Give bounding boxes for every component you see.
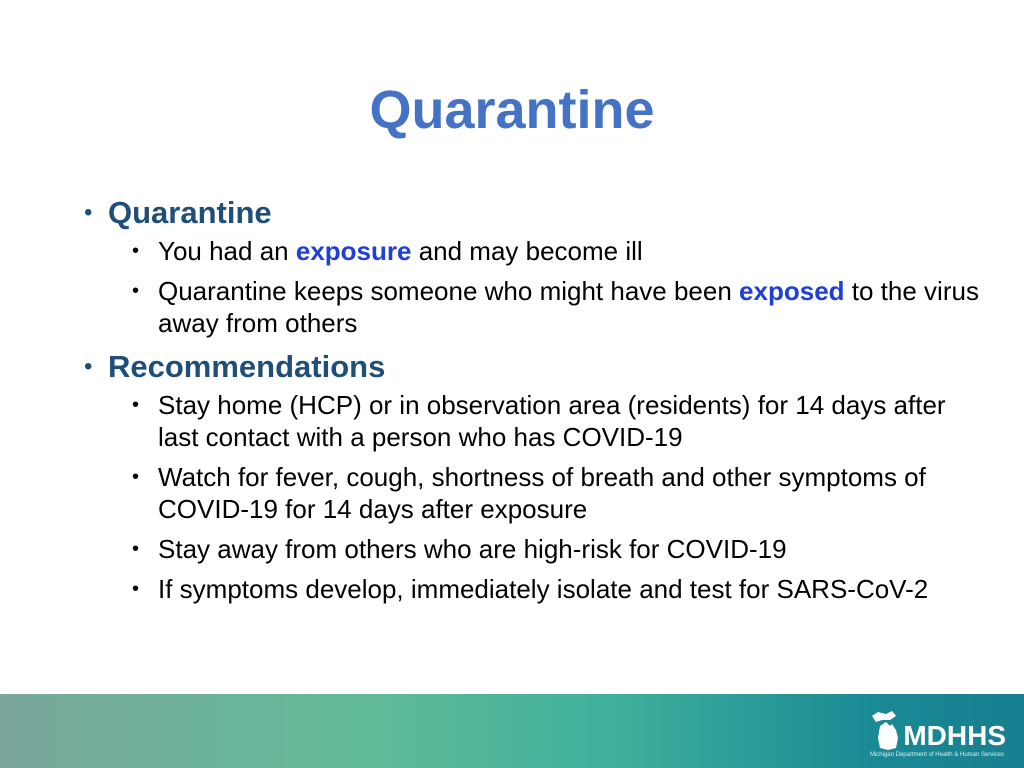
item-text: Quarantine keeps someone who might have been: [158, 276, 740, 306]
item-text: Stay home (HCP) or in observation area (residents) for 14 days after last contact with a person who has COVID-19: [158, 390, 946, 452]
section-recommendations: [84, 347, 984, 605]
heading-text: Recommendations: [108, 349, 386, 384]
item-text: and may become ill: [411, 236, 643, 266]
logo-text: MDHHS: [903, 720, 1006, 751]
item-text: to the virus away from others: [158, 276, 979, 338]
section-heading: [84, 347, 984, 387]
section-quarantine: [84, 193, 984, 339]
keyword-exposed: exposed: [739, 276, 845, 306]
item-text: If symptoms develop, immediately isolate and test for SARS-CoV-2: [158, 574, 929, 604]
logo-subtitle: Michigan Department of Health & Human Services: [869, 752, 1004, 758]
list-item: [84, 573, 984, 605]
slide-title: Quarantine: [369, 80, 655, 140]
list-item: [84, 389, 984, 453]
list-item: [84, 533, 984, 565]
item-text: Watch for fever, cough, shortness of breath and other symptoms of COVID-19 for 14 days after exposure: [158, 462, 926, 524]
list-item: [84, 461, 984, 525]
list-item: [84, 235, 984, 267]
slide-content: [84, 193, 984, 609]
section-heading: [84, 193, 984, 233]
keyword-exposure: exposure: [295, 236, 412, 266]
bullet-icon: •: [84, 199, 93, 226]
bullet-icon: •: [84, 353, 93, 380]
bullet-icon: •: [132, 578, 140, 600]
bullet-icon: •: [132, 394, 140, 416]
list-item: [84, 275, 984, 339]
bullet-icon: •: [132, 240, 140, 262]
bullet-icon: •: [132, 280, 140, 302]
heading-text: Quarantine: [108, 195, 272, 230]
bullet-icon: •: [132, 538, 140, 560]
bullet-icon: •: [132, 466, 140, 488]
item-text: You had an: [158, 236, 296, 266]
item-text: Stay away from others who are high-risk for COVID-19: [158, 534, 787, 564]
